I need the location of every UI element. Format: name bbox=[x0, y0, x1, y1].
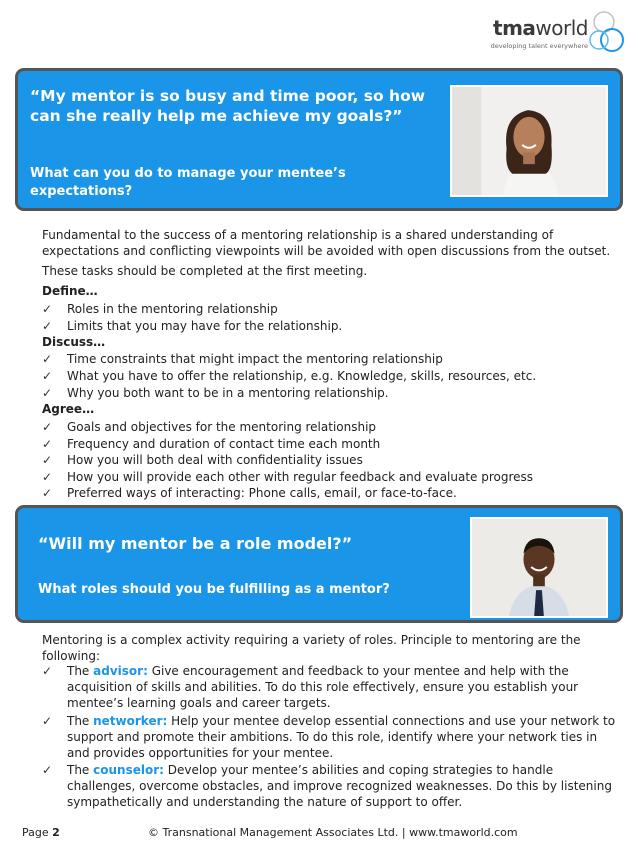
mentor-woman-photo bbox=[450, 85, 608, 197]
agree-heading: Agree… bbox=[42, 402, 95, 416]
roles-intro: Mentoring is a complex activity requiring a variety of roles. Principle to mentoring are the following: bbox=[42, 633, 581, 663]
logo-wordmark: tmaworld bbox=[493, 16, 588, 40]
check-icon: ✓ bbox=[42, 319, 53, 333]
check-icon: ✓ bbox=[42, 302, 53, 316]
panel-subtitle: What roles should you be fulfilling as a mentor? bbox=[38, 582, 390, 597]
list-item: ✓ Limits that you may have for the relationship. bbox=[42, 319, 343, 333]
panel-subtitle: What can you do to manage your mentee’s expectations? bbox=[30, 166, 346, 199]
check-icon: ✓ bbox=[42, 486, 53, 500]
check-icon: ✓ bbox=[42, 763, 53, 777]
role-item-advisor: ✓ The advisor: Give encouragement and feedback to your mentee and help with the acquisition of skills and abilities. To do this role effectively, ensure you establish your mentee’s learning goals and career targets. bbox=[42, 664, 579, 710]
define-heading: Define… bbox=[42, 284, 98, 298]
check-icon: ✓ bbox=[42, 352, 53, 366]
mentor-man-photo bbox=[470, 517, 608, 618]
panel-quote: “My mentor is so busy and time poor, so how can she really help me achieve my goals?” bbox=[30, 87, 426, 125]
list-item: ✓ Time constraints that might impact the mentoring relationship bbox=[42, 352, 443, 366]
check-icon: ✓ bbox=[42, 386, 53, 400]
first-meeting-text: These tasks should be completed at the first meeting. bbox=[42, 264, 368, 278]
list-item: ✓ Goals and objectives for the mentoring relationship bbox=[42, 420, 377, 434]
list-item: ✓ What you have to offer the relationship, e.g. Knowledge, skills, resources, etc. bbox=[42, 369, 537, 383]
check-icon: ✓ bbox=[42, 664, 53, 678]
list-item: ✓ How you will both deal with confidentiality issues bbox=[42, 453, 363, 467]
intro-paragraph: Fundamental to the success of a mentoring relationship is a shared understanding of expectations and conflicting viewpoints will be avoided with open discussions from the outset. bbox=[42, 228, 611, 258]
list-item: ✓ Frequency and duration of contact time each month bbox=[42, 437, 381, 451]
role-item-counselor: ✓ The counselor: Develop your mentee’s abilities and coping strategies to handle challenges, overcome obstacles, and improve recognized weaknesses. Do this by listening sympathetically and understanding the nature of support to offer. bbox=[42, 763, 612, 809]
role-item-networker: ✓ The networker: Help your mentee develop essential connections and use your network to support and promote their ambitions. To do this role, identify where your network ties in and provides opportunities for your mentee. bbox=[42, 714, 616, 760]
discuss-heading: Discuss… bbox=[42, 335, 106, 349]
list-item: ✓ Preferred ways of interacting: Phone calls, email, or face-to-face. bbox=[42, 486, 457, 500]
page-number: Page 2 bbox=[22, 826, 60, 839]
logo-tagline: developing talent everywhere bbox=[490, 42, 588, 50]
check-icon: ✓ bbox=[42, 437, 53, 451]
check-icon: ✓ bbox=[42, 369, 53, 383]
check-icon: ✓ bbox=[42, 453, 53, 467]
tmaworld-logo bbox=[490, 10, 626, 62]
list-item: ✓ How you will provide each other with regular feedback and evaluate progress bbox=[42, 470, 534, 484]
list-item: ✓ Why you both want to be in a mentoring relationship. bbox=[42, 386, 389, 400]
logo-rings-icon bbox=[586, 10, 626, 60]
footer-copyright: © Transnational Management Associates Ltd. | www.tmaworld.com bbox=[148, 826, 518, 839]
check-icon: ✓ bbox=[42, 470, 53, 484]
check-icon: ✓ bbox=[42, 420, 53, 434]
check-icon: ✓ bbox=[42, 714, 53, 728]
panel-quote: “Will my mentor be a role model?” bbox=[38, 534, 353, 553]
list-item: ✓ Roles in the mentoring relationship bbox=[42, 302, 278, 316]
callout-panel-expectations bbox=[15, 68, 623, 211]
callout-panel-role-model bbox=[15, 505, 623, 623]
